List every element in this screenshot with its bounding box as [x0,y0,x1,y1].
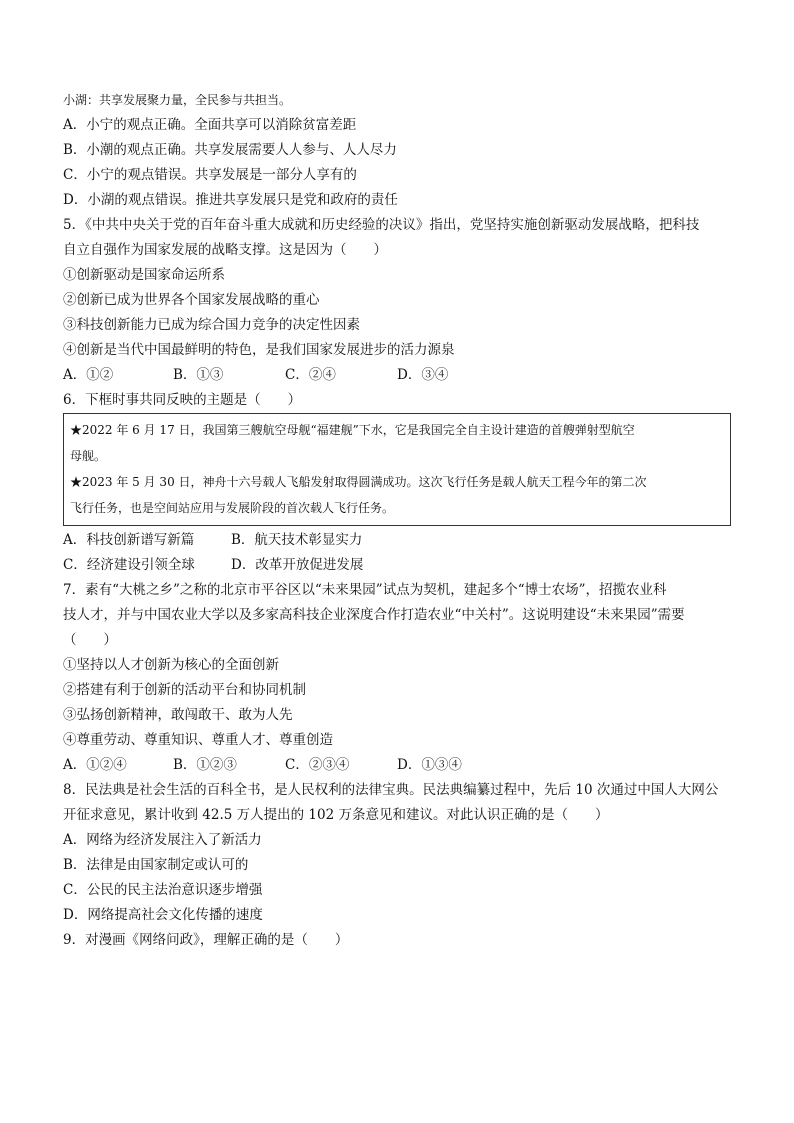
q7-option-c: C．②③④ [285,757,350,773]
q4-option-a: A．小宁的观点正确。全面共享可以消除贫富差距 [63,117,357,133]
q7-option-b: B．①②③ [173,757,237,773]
exam-page [63,88,731,953]
q8-option-b: B．法律是由国家制定或认可的 [63,857,249,873]
statement-xiaohu: 小湖：共享发展聚力量，全民参与共担当。 [63,93,292,107]
q7-option-a: A．①②④ [63,757,127,773]
q6-option-b: B．航天技术彰显实力 [231,532,363,548]
q7-item-4: ④尊重劳动、尊重知识、尊重人才、尊重创造 [63,732,333,748]
q4-option-b: B．小潮的观点正确。共享发展需要人人参与、人人尽力 [63,142,397,158]
q6-options-row1 [63,528,731,553]
q7-options [63,753,731,778]
q7-stem-line1: 7．素有“大桃之乡”之称的北京市平谷区以“未来果园”试点为契机，建起多个“博士农场”，招揽农业科 [63,582,667,598]
q5-option-a: A．①② [63,367,114,383]
q5-option-b: B．①③ [173,367,224,383]
q6-box-line1: ★2022 年 6 月 17 日，我国第三艘航空母舰“福建舰”下水，它是我国完全自主设计建造的首艘弹射型航空 [70,423,635,437]
q5-item-4: ④创新是当代中国最鲜明的特色，是我们国家发展进步的活力源泉 [63,342,455,358]
q6-box-line2: 母舰。 [70,449,107,463]
q8-option-c: C．公民的民主法治意识逐步增强 [63,882,263,898]
q4-option-d: D．小湖的观点错误。推进共享发展只是党和政府的责任 [63,192,398,208]
q6-option-d: D．改革开放促进发展 [231,557,364,573]
q8-stem-line2: 开征求意见，累计收到 42.5 万人提出的 102 万条意见和建议。对此认识正确的是（ ） [63,807,609,823]
q8-option-d: D．网络提高社会文化传播的速度 [63,907,263,923]
q8-stem-line1: 8．民法典是社会生活的百科全书，是人民权利的法律宝典。民法典编纂过程中，先后 10 次通过中国人大网公 [63,782,719,798]
q7-stem-line3: （ ） [63,632,117,648]
q7-item-2: ②搭建有利于创新的活动平台和协同机制 [63,682,306,698]
q5-stem-line1: 5．《中共中央关于党的百年奋斗重大成就和历史经验的决议》指出，党坚持实施创新驱动发展战略，把科技 [63,217,700,233]
q7-option-d: D．①③④ [397,757,462,773]
q5-item-1: ①创新驱动是国家命运所系 [63,267,225,283]
q6-stem: 6．下框时事共同反映的主题是（ ） [63,392,302,408]
q6-box-line4: 飞行任务，也是空间站应用与发展阶段的首次载人飞行任务。 [70,501,395,515]
q5-option-d: D．③④ [397,367,449,383]
q5-stem-line2: 自立自强作为国家发展的战略支撑。这是因为（ ） [63,242,387,258]
q5-item-3: ③科技创新能力已成为综合国力竞争的决定性因素 [63,317,360,333]
q8-option-a: A．网络为经济发展注入了新活力 [63,832,262,848]
q7-item-1: ①坚持以人才创新为核心的全面创新 [63,657,279,673]
q6-options-row2 [63,553,731,578]
q5-item-2: ②创新已成为世界各个国家发展战略的重心 [63,292,320,308]
q7-item-3: ③弘扬创新精神，敢闯敢干、敢为人先 [63,707,293,723]
q6-box-line3: ★2023 年 5 月 30 日，神舟十六号载人飞船发射取得圆满成功。这次飞行任务是载人航天工程今年的第二次 [70,475,647,489]
q6-option-c: C．经济建设引领全球 [63,557,195,573]
q5-option-c: C．②④ [285,367,336,383]
q7-stem-line2: 技人才，并与中国农业大学以及多家高科技企业深度合作打造农业“中关村”。这说明建设“未来果园”需要 [63,607,685,623]
q5-options [63,363,731,388]
q9-stem: 9．对漫画《网络问政》，理解正确的是（ ） [63,932,349,948]
q6-news-box [63,413,731,526]
q6-option-a: A．科技创新谱写新篇 [63,532,195,548]
q4-option-c: C．小宁的观点错误。共享发展是一部分人享有的 [63,167,357,183]
